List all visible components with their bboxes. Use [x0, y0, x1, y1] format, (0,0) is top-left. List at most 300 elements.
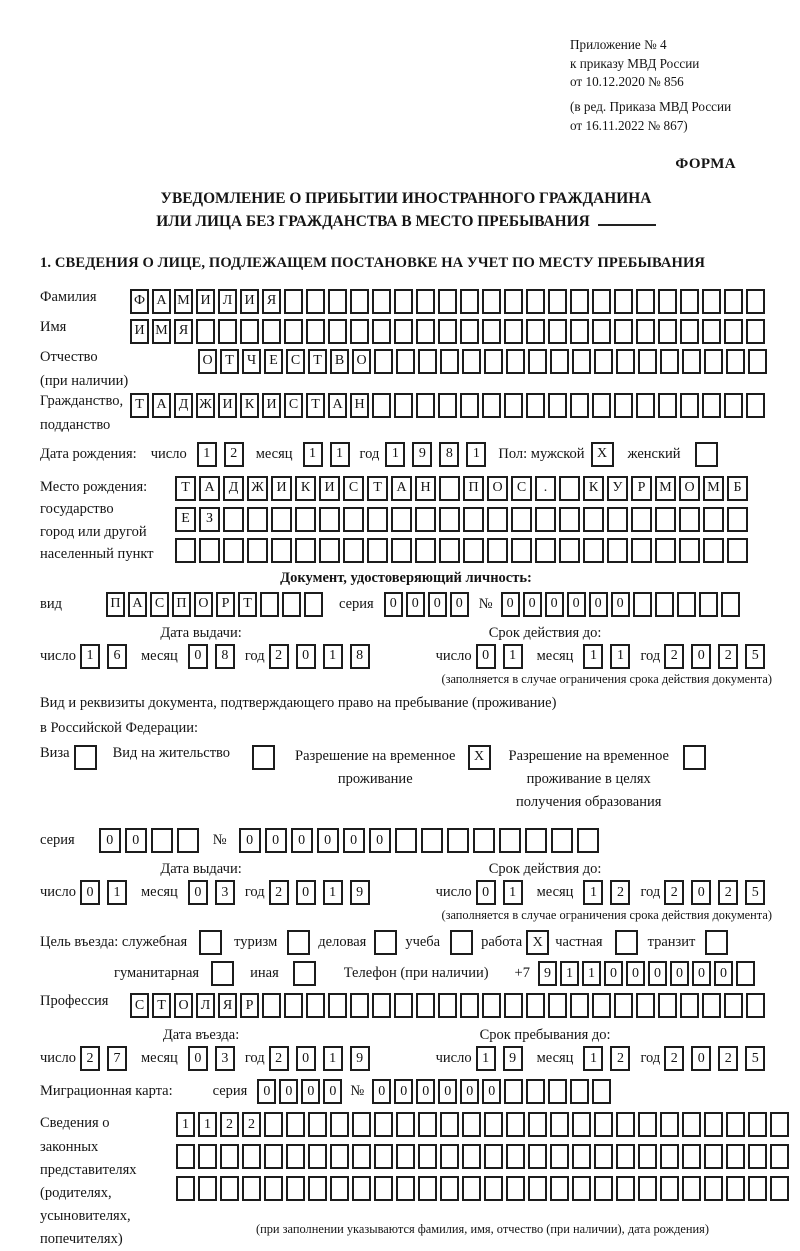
char-cell[interactable] [218, 319, 237, 344]
char-cell[interactable]: Т [130, 393, 149, 418]
char-cell[interactable]: А [152, 289, 171, 314]
char-cell[interactable] [286, 1144, 305, 1169]
char-cell[interactable]: М [174, 289, 193, 314]
char-cell[interactable]: Н [415, 476, 436, 501]
char-cell[interactable] [660, 1144, 679, 1169]
char-cell[interactable] [416, 319, 435, 344]
char-cell[interactable]: Р [216, 592, 235, 617]
char-cell[interactable]: К [295, 476, 316, 501]
char-cell[interactable]: И [196, 289, 215, 314]
char-cell[interactable] [304, 592, 323, 617]
char-cell[interactable] [702, 319, 721, 344]
char-cell[interactable]: 1 [303, 442, 323, 467]
char-cell[interactable]: Е [264, 349, 283, 374]
char-cell[interactable] [528, 1112, 547, 1137]
char-cell[interactable]: А [391, 476, 412, 501]
char-cell[interactable] [223, 507, 244, 532]
char-cell[interactable] [677, 592, 696, 617]
char-cell[interactable]: Е [175, 507, 196, 532]
char-cell[interactable]: 9 [538, 961, 557, 986]
entry-month-cells[interactable] [188, 1046, 235, 1071]
char-cell[interactable] [535, 507, 556, 532]
char-cell[interactable] [680, 393, 699, 418]
other-checkbox[interactable] [293, 961, 316, 986]
char-cell[interactable] [746, 393, 765, 418]
private-checkbox[interactable] [615, 930, 638, 955]
char-cell[interactable] [570, 1079, 589, 1104]
char-cell[interactable]: Н [350, 393, 369, 418]
char-cell[interactable] [177, 828, 199, 853]
char-cell[interactable] [367, 507, 388, 532]
char-cell[interactable] [704, 349, 723, 374]
char-cell[interactable] [306, 289, 325, 314]
char-cell[interactable]: 0 [394, 1079, 413, 1104]
char-cell[interactable] [704, 1144, 723, 1169]
char-cell[interactable] [528, 1144, 547, 1169]
permit-number-cells[interactable] [239, 828, 599, 853]
char-cell[interactable] [415, 538, 436, 563]
char-cell[interactable] [583, 538, 604, 563]
char-cell[interactable] [418, 349, 437, 374]
char-cell[interactable]: 9 [350, 880, 370, 905]
char-cell[interactable]: И [218, 393, 237, 418]
patronymic-cells[interactable] [198, 349, 767, 374]
char-cell[interactable]: С [150, 592, 169, 617]
char-cell[interactable] [594, 1112, 613, 1137]
char-cell[interactable] [548, 1079, 567, 1104]
char-cell[interactable] [487, 538, 508, 563]
char-cell[interactable]: 0 [99, 828, 121, 853]
char-cell[interactable] [682, 349, 701, 374]
char-cell[interactable] [660, 1176, 679, 1201]
char-cell[interactable]: 0 [450, 592, 469, 617]
char-cell[interactable] [372, 319, 391, 344]
char-cell[interactable]: 0 [714, 961, 733, 986]
char-cell[interactable] [271, 538, 292, 563]
surname-cells[interactable] [130, 289, 765, 314]
birth-month-cells[interactable] [303, 442, 350, 467]
char-cell[interactable]: Я [262, 289, 281, 314]
char-cell[interactable] [391, 538, 412, 563]
char-cell[interactable]: О [679, 476, 700, 501]
char-cell[interactable] [526, 393, 545, 418]
char-cell[interactable] [374, 1112, 393, 1137]
char-cell[interactable] [636, 289, 655, 314]
profession-cells[interactable] [130, 993, 765, 1018]
char-cell[interactable] [548, 393, 567, 418]
permit-exp-year-cells[interactable] [664, 880, 765, 905]
char-cell[interactable] [175, 538, 196, 563]
char-cell[interactable] [748, 1144, 767, 1169]
char-cell[interactable] [550, 349, 569, 374]
citizenship-cells[interactable] [130, 393, 765, 418]
char-cell[interactable] [330, 1176, 349, 1201]
char-cell[interactable] [487, 507, 508, 532]
char-cell[interactable]: 7 [107, 1046, 127, 1071]
char-cell[interactable] [282, 592, 301, 617]
char-cell[interactable] [484, 1144, 503, 1169]
char-cell[interactable] [462, 1176, 481, 1201]
char-cell[interactable]: 0 [239, 828, 261, 853]
char-cell[interactable] [721, 592, 740, 617]
char-cell[interactable] [264, 1144, 283, 1169]
char-cell[interactable] [284, 319, 303, 344]
char-cell[interactable] [462, 1144, 481, 1169]
char-cell[interactable] [504, 393, 523, 418]
char-cell[interactable]: 8 [439, 442, 459, 467]
char-cell[interactable] [636, 993, 655, 1018]
doc-issue-month-cells[interactable] [188, 644, 235, 669]
char-cell[interactable]: Ж [196, 393, 215, 418]
char-cell[interactable]: 0 [406, 592, 425, 617]
char-cell[interactable]: 0 [317, 828, 339, 853]
char-cell[interactable] [262, 993, 281, 1018]
char-cell[interactable]: 0 [372, 1079, 391, 1104]
char-cell[interactable] [559, 538, 580, 563]
char-cell[interactable]: Д [174, 393, 193, 418]
char-cell[interactable] [484, 349, 503, 374]
char-cell[interactable] [679, 507, 700, 532]
char-cell[interactable] [770, 1176, 789, 1201]
char-cell[interactable] [682, 1112, 701, 1137]
char-cell[interactable]: 2 [610, 1046, 630, 1071]
char-cell[interactable] [484, 1112, 503, 1137]
char-cell[interactable] [535, 538, 556, 563]
char-cell[interactable]: 0 [545, 592, 564, 617]
char-cell[interactable] [463, 507, 484, 532]
work-checkbox[interactable]: X [526, 930, 549, 955]
char-cell[interactable] [372, 993, 391, 1018]
char-cell[interactable] [704, 1112, 723, 1137]
char-cell[interactable] [616, 1176, 635, 1201]
char-cell[interactable] [570, 289, 589, 314]
char-cell[interactable]: 0 [323, 1079, 342, 1104]
char-cell[interactable]: 0 [611, 592, 630, 617]
char-cell[interactable]: 0 [296, 644, 316, 669]
char-cell[interactable]: С [343, 476, 364, 501]
char-cell[interactable] [583, 507, 604, 532]
char-cell[interactable] [482, 393, 501, 418]
char-cell[interactable]: 1 [198, 1112, 217, 1137]
char-cell[interactable] [607, 507, 628, 532]
permit-issue-day-cells[interactable] [80, 880, 127, 905]
residence-permit-checkbox[interactable] [252, 745, 275, 770]
char-cell[interactable]: 0 [501, 592, 520, 617]
char-cell[interactable] [746, 289, 765, 314]
char-cell[interactable] [594, 349, 613, 374]
char-cell[interactable]: О [174, 993, 193, 1018]
char-cell[interactable] [247, 538, 268, 563]
business-checkbox[interactable] [374, 930, 397, 955]
char-cell[interactable] [633, 592, 652, 617]
char-cell[interactable] [592, 993, 611, 1018]
char-cell[interactable] [572, 349, 591, 374]
char-cell[interactable] [421, 828, 443, 853]
char-cell[interactable] [726, 349, 745, 374]
char-cell[interactable] [286, 1112, 305, 1137]
char-cell[interactable] [638, 349, 657, 374]
stay-day-cells[interactable] [476, 1046, 523, 1071]
char-cell[interactable] [660, 1112, 679, 1137]
char-cell[interactable] [328, 993, 347, 1018]
char-cell[interactable]: 2 [224, 442, 244, 467]
permit-series-cells[interactable] [99, 828, 199, 853]
char-cell[interactable]: З [199, 507, 220, 532]
char-cell[interactable]: 0 [296, 1046, 316, 1071]
char-cell[interactable]: 1 [323, 880, 343, 905]
char-cell[interactable] [682, 1144, 701, 1169]
entry-day-cells[interactable] [80, 1046, 127, 1071]
representatives-cells-row1[interactable] [176, 1112, 789, 1137]
char-cell[interactable] [394, 993, 413, 1018]
char-cell[interactable] [658, 993, 677, 1018]
char-cell[interactable] [418, 1144, 437, 1169]
char-cell[interactable]: 0 [369, 828, 391, 853]
char-cell[interactable] [594, 1176, 613, 1201]
char-cell[interactable] [328, 289, 347, 314]
char-cell[interactable]: К [240, 393, 259, 418]
char-cell[interactable] [727, 538, 748, 563]
char-cell[interactable]: 1 [80, 644, 100, 669]
char-cell[interactable]: 1 [560, 961, 579, 986]
study-checkbox[interactable] [450, 930, 473, 955]
char-cell[interactable] [638, 1176, 657, 1201]
char-cell[interactable] [551, 828, 573, 853]
char-cell[interactable] [343, 538, 364, 563]
char-cell[interactable]: А [128, 592, 147, 617]
char-cell[interactable] [271, 507, 292, 532]
char-cell[interactable]: М [655, 476, 676, 501]
transit-checkbox[interactable] [705, 930, 728, 955]
char-cell[interactable]: 0 [691, 1046, 711, 1071]
char-cell[interactable]: 0 [188, 1046, 208, 1071]
char-cell[interactable] [286, 1176, 305, 1201]
char-cell[interactable] [570, 393, 589, 418]
char-cell[interactable]: 2 [718, 644, 738, 669]
char-cell[interactable]: 0 [691, 880, 711, 905]
char-cell[interactable] [260, 592, 279, 617]
char-cell[interactable] [572, 1144, 591, 1169]
char-cell[interactable] [264, 1112, 283, 1137]
char-cell[interactable]: Т [367, 476, 388, 501]
char-cell[interactable] [572, 1112, 591, 1137]
char-cell[interactable]: С [284, 393, 303, 418]
char-cell[interactable] [658, 319, 677, 344]
char-cell[interactable]: 1 [385, 442, 405, 467]
char-cell[interactable]: П [172, 592, 191, 617]
char-cell[interactable] [506, 1144, 525, 1169]
char-cell[interactable]: О [194, 592, 213, 617]
char-cell[interactable]: 0 [416, 1079, 435, 1104]
char-cell[interactable] [702, 393, 721, 418]
doc-exp-year-cells[interactable] [664, 644, 765, 669]
char-cell[interactable]: 1 [503, 880, 523, 905]
char-cell[interactable] [559, 476, 580, 501]
char-cell[interactable]: 3 [215, 880, 235, 905]
char-cell[interactable] [264, 1176, 283, 1201]
char-cell[interactable] [242, 1176, 261, 1201]
char-cell[interactable]: 0 [80, 880, 100, 905]
char-cell[interactable] [680, 319, 699, 344]
char-cell[interactable]: О [487, 476, 508, 501]
char-cell[interactable] [352, 1176, 371, 1201]
char-cell[interactable]: О [198, 349, 217, 374]
humanitarian-checkbox[interactable] [211, 961, 234, 986]
char-cell[interactable] [559, 507, 580, 532]
char-cell[interactable]: П [463, 476, 484, 501]
birthplace-cells-row3[interactable] [175, 538, 748, 563]
char-cell[interactable]: И [130, 319, 149, 344]
char-cell[interactable]: Р [631, 476, 652, 501]
char-cell[interactable]: 0 [188, 644, 208, 669]
char-cell[interactable] [367, 538, 388, 563]
char-cell[interactable]: 2 [242, 1112, 261, 1137]
male-checkbox[interactable]: X [591, 442, 614, 467]
char-cell[interactable]: 0 [125, 828, 147, 853]
char-cell[interactable]: В [330, 349, 349, 374]
temp-residence-edu-checkbox[interactable] [683, 745, 706, 770]
char-cell[interactable]: К [583, 476, 604, 501]
char-cell[interactable] [726, 1112, 745, 1137]
char-cell[interactable] [703, 538, 724, 563]
stay-month-cells[interactable] [583, 1046, 630, 1071]
char-cell[interactable] [306, 993, 325, 1018]
char-cell[interactable] [614, 993, 633, 1018]
char-cell[interactable]: П [106, 592, 125, 617]
char-cell[interactable] [727, 507, 748, 532]
char-cell[interactable]: 5 [745, 1046, 765, 1071]
char-cell[interactable] [570, 993, 589, 1018]
doc-exp-day-cells[interactable] [476, 644, 523, 669]
char-cell[interactable]: А [199, 476, 220, 501]
char-cell[interactable]: 0 [188, 880, 208, 905]
char-cell[interactable] [631, 507, 652, 532]
char-cell[interactable]: Т [152, 993, 171, 1018]
char-cell[interactable] [504, 289, 523, 314]
char-cell[interactable]: 0 [296, 880, 316, 905]
char-cell[interactable] [506, 349, 525, 374]
char-cell[interactable] [592, 1079, 611, 1104]
char-cell[interactable] [284, 993, 303, 1018]
tourism-checkbox[interactable] [287, 930, 310, 955]
char-cell[interactable] [770, 1112, 789, 1137]
char-cell[interactable] [319, 538, 340, 563]
char-cell[interactable]: 1 [583, 880, 603, 905]
char-cell[interactable] [439, 507, 460, 532]
char-cell[interactable] [343, 507, 364, 532]
char-cell[interactable] [447, 828, 469, 853]
char-cell[interactable]: 0 [279, 1079, 298, 1104]
char-cell[interactable] [350, 319, 369, 344]
char-cell[interactable] [680, 289, 699, 314]
char-cell[interactable] [506, 1176, 525, 1201]
char-cell[interactable] [374, 1176, 393, 1201]
char-cell[interactable]: 1 [323, 644, 343, 669]
char-cell[interactable] [484, 1176, 503, 1201]
char-cell[interactable]: 0 [301, 1079, 320, 1104]
char-cell[interactable] [704, 1176, 723, 1201]
char-cell[interactable] [614, 289, 633, 314]
char-cell[interactable]: Т [175, 476, 196, 501]
char-cell[interactable]: 5 [745, 880, 765, 905]
char-cell[interactable]: Т [306, 393, 325, 418]
char-cell[interactable] [415, 507, 436, 532]
char-cell[interactable] [636, 319, 655, 344]
char-cell[interactable]: 0 [476, 644, 496, 669]
char-cell[interactable]: 0 [692, 961, 711, 986]
doc-issue-year-cells[interactable] [269, 644, 370, 669]
char-cell[interactable]: 2 [80, 1046, 100, 1071]
char-cell[interactable]: У [607, 476, 628, 501]
char-cell[interactable] [482, 993, 501, 1018]
char-cell[interactable] [220, 1144, 239, 1169]
char-cell[interactable] [438, 319, 457, 344]
char-cell[interactable] [748, 1176, 767, 1201]
char-cell[interactable] [748, 1112, 767, 1137]
char-cell[interactable]: Б [727, 476, 748, 501]
char-cell[interactable] [724, 393, 743, 418]
char-cell[interactable] [682, 1176, 701, 1201]
char-cell[interactable]: И [240, 289, 259, 314]
char-cell[interactable]: 2 [269, 880, 289, 905]
char-cell[interactable]: 5 [745, 644, 765, 669]
char-cell[interactable]: 0 [523, 592, 542, 617]
char-cell[interactable] [440, 349, 459, 374]
official-checkbox[interactable] [199, 930, 222, 955]
char-cell[interactable] [736, 961, 755, 986]
doc-issue-day-cells[interactable] [80, 644, 127, 669]
char-cell[interactable] [746, 993, 765, 1018]
doc-number-cells[interactable] [501, 592, 740, 617]
char-cell[interactable] [473, 828, 495, 853]
char-cell[interactable]: 0 [589, 592, 608, 617]
char-cell[interactable] [638, 1112, 657, 1137]
char-cell[interactable]: С [286, 349, 305, 374]
char-cell[interactable] [439, 476, 460, 501]
char-cell[interactable] [460, 993, 479, 1018]
phone-cells[interactable] [538, 961, 755, 986]
char-cell[interactable] [220, 1176, 239, 1201]
char-cell[interactable] [308, 1176, 327, 1201]
char-cell[interactable]: О [352, 349, 371, 374]
char-cell[interactable] [395, 828, 417, 853]
char-cell[interactable] [396, 1112, 415, 1137]
char-cell[interactable] [247, 507, 268, 532]
char-cell[interactable] [482, 289, 501, 314]
char-cell[interactable]: 0 [428, 592, 447, 617]
char-cell[interactable] [528, 349, 547, 374]
char-cell[interactable] [416, 289, 435, 314]
char-cell[interactable] [614, 319, 633, 344]
representatives-cells-row2[interactable] [176, 1144, 789, 1169]
char-cell[interactable]: 0 [691, 644, 711, 669]
char-cell[interactable] [616, 1112, 635, 1137]
char-cell[interactable]: 0 [438, 1079, 457, 1104]
char-cell[interactable] [199, 538, 220, 563]
char-cell[interactable] [592, 393, 611, 418]
char-cell[interactable] [352, 1144, 371, 1169]
permit-issue-month-cells[interactable] [188, 880, 235, 905]
char-cell[interactable] [658, 393, 677, 418]
char-cell[interactable] [394, 289, 413, 314]
char-cell[interactable] [460, 393, 479, 418]
char-cell[interactable] [306, 319, 325, 344]
char-cell[interactable] [196, 319, 215, 344]
permit-exp-month-cells[interactable] [583, 880, 630, 905]
entry-year-cells[interactable] [269, 1046, 370, 1071]
birth-day-cells[interactable] [197, 442, 244, 467]
char-cell[interactable] [416, 993, 435, 1018]
